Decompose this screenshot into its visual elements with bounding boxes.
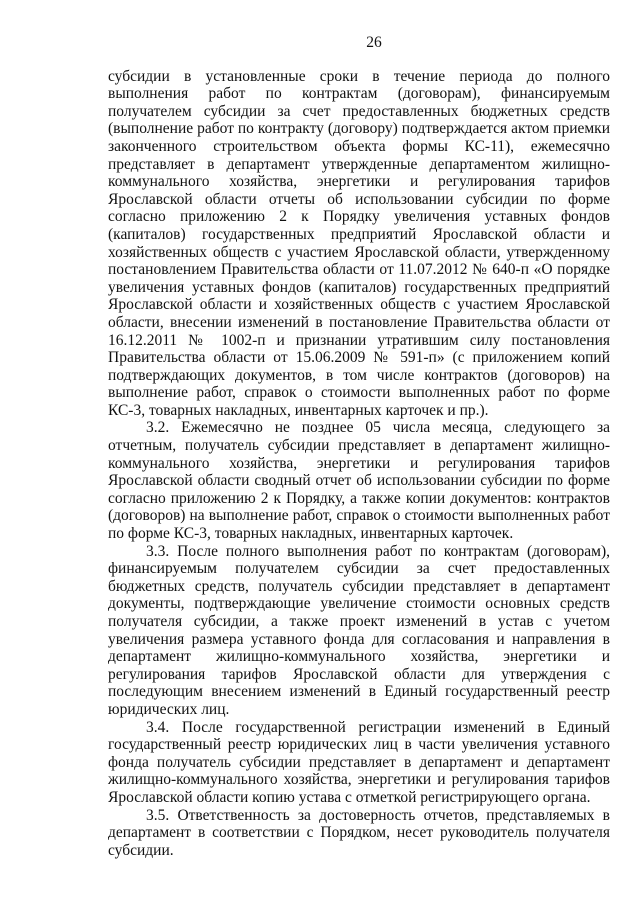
- document-page: [108, 34, 610, 859]
- paragraph-3-3: 3.3. После полного выполнения работ по контрактам (договорам), финансируемым получателем субсидии за счет предоставленных бюджетных средств, получатель субсидии представляет в департамент документы, подтверждающие увеличение стоимости основных средств получателя субсидии, а также проект изменений в устав с учетом увеличения размера уставного фонда для согласования и направления в департамент жилищно-коммунального хозяйства, энергетики и регулирования тарифов Ярославской области для утверждения с последующим внесением изменений в Единый государственный реестр юридических лиц.: [108, 542, 610, 718]
- paragraph-3-4: 3.4. После государственной регистрации изменений в Единый государственный реестр юридических лиц в части увеличения уставного фонда получатель субсидии представляет в департамент и департамент жилищно-коммунального хозяйства, энергетики и регулирования тарифов Ярославской области копию устава с отметкой регистрирующего органа.: [108, 718, 610, 806]
- paragraph-3-2: 3.2. Ежемесячно не позднее 05 числа месяца, следующего за отчетным, получатель субсидии представляет в департамент жилищно-коммунального хозяйства, энергетики и регулирования тарифов Ярославской области сводный отчет об использовании субсидии по форме согласно приложению 2 к Порядку, а также копии документов: контрактов (договоров) на выполнение работ, справок о стоимости выполненных работ по форме КС-3, товарных накладных, инвентарных карточек.: [108, 419, 610, 543]
- page-number: 26: [366, 34, 382, 51]
- paragraph-3-5: 3.5. Ответственность за достоверность отчетов, представляемых в департамент в соответствии с Порядком, несет руководитель получателя субсидии.: [108, 806, 610, 859]
- paragraph-continuation: субсидии в установленные сроки в течение периода до полного выполнения работ по контрактам (договорам), финансируемым получателем субсидии за счет предоставленных бюджетных средств (выполнение работ по контракту (договору) подтверждается актом приемки законченного строительством объекта формы КС-11), ежемесячно представляет в департамент утвержденные департаментом жилищно-коммунального хозяйства, энергетики и регулирования тарифов Ярославской области отчеты об использовании субсидии по форме согласно приложению 2 к Порядку увеличения уставных фондов (капиталов) государственных предприятий Ярославской области и хозяйственных обществ с участием Ярославской области, утвержденному постановлением Правительства области от 11.07.2012 № 640-п «О порядке увеличения уставных фондов (капиталов) государственных предприятий Ярославской области и хозяйственных обществ с участием Ярославской области, внесении изменений в постановление Правительства области от 16.12.2011 № 1002-п и признании утратившим силу постановления Правительства области от 15.06.2009 № 591-п» (с приложением копий подтверждающих документов, в том числе контрактов (договоров) на выполнение работ, справок о стоимости выполненных работ по форме КС-3, товарных накладных, инвентарных карточек и пр.).: [108, 67, 610, 419]
